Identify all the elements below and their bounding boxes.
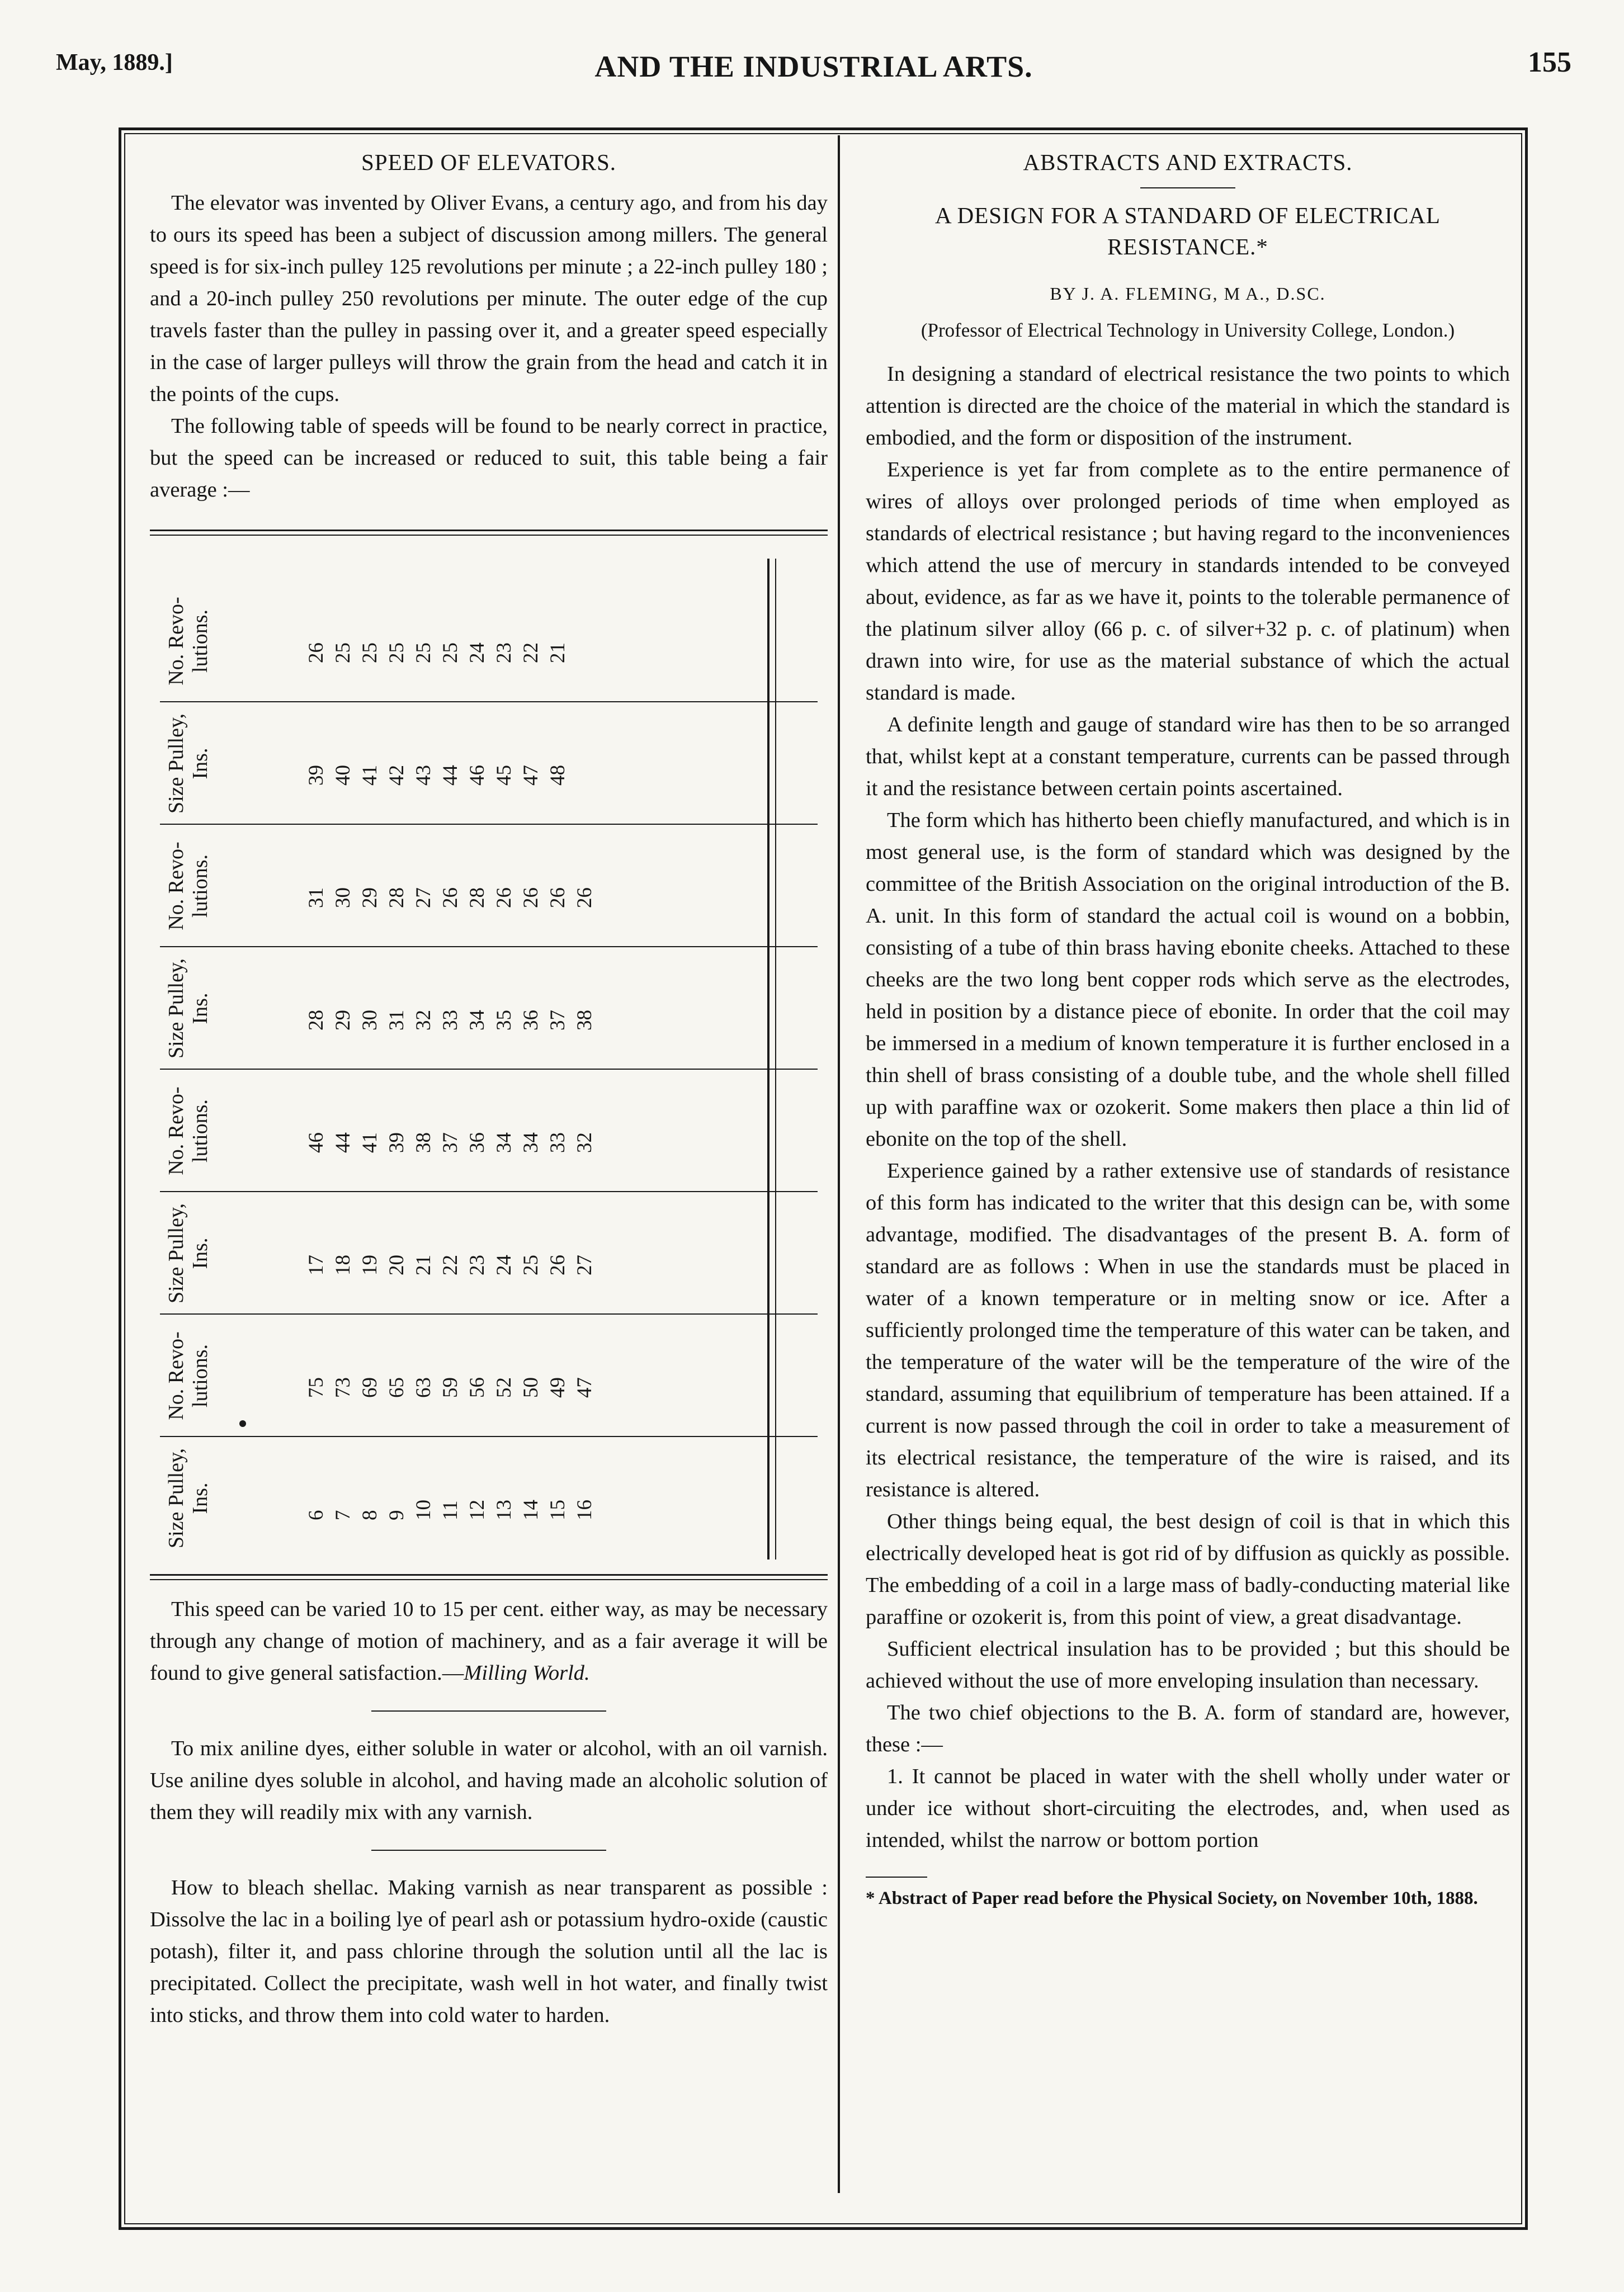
article-paragraph: Sufficient electrical insulation has to be provided ; but this should be achieved without the use of more enveloping insulation than necessary. <box>866 1637 1510 1693</box>
table-cell: 28 <box>385 887 408 908</box>
table-cell: 49 <box>546 1377 569 1398</box>
table-cell: 26 <box>546 887 569 908</box>
table-cell: 37 <box>439 1132 462 1153</box>
table-cell: 22 <box>439 1255 462 1275</box>
table-cell: 63 <box>412 1377 435 1398</box>
article-paragraph: Other things being equal, the best design of coil is that in which this electrically developed heat is got rid of by diffusion as quickly as possible. The embedding of a coil in a large mass of badly-conducting material like paraffine or ozokerit is, from this point of view, a great disadvantage. <box>866 1510 1510 1629</box>
table-cell: 59 <box>439 1377 462 1398</box>
article-paragraph: 1. It cannot be placed in water with the shell wholly under water or under ice without short-circuiting the electrodes, and, when used as intended, whilst the narrow or bottom portion <box>866 1765 1510 1852</box>
page-number: 155 <box>1528 46 1571 78</box>
article-paragraph: The form which has hitherto been chiefly manufactured, and which is in most general use, is the form of standard which was designed by the committee of the British Association on the original introduction of the B. A. unit. In this form of standard the actual coil is wound on a bobbin, consisting of a tube of thin brass having ebonite cheeks. Attached to these cheeks are the two long bent copper rods which serve as the electrodes, held in position by a distance piece of ebonite. In order that the coil may be immersed in a medium of known temperature it is further enclosed in a thin shell of brass consisting of a double tube, and the whole shell filled up with paraffine wax or ozokerit. Some makers then place a thin lid of ebonite on the top of the shell. <box>866 809 1510 1151</box>
elevators-paragraph-3 <box>150 1594 828 1689</box>
table-cell: 40 <box>332 765 355 786</box>
table-column-rev4 <box>160 580 818 702</box>
table-cell: 16 <box>573 1500 596 1520</box>
running-head <box>56 46 1571 94</box>
source-milling-world: Milling World. <box>464 1661 590 1685</box>
aniline-dyes-paragraph: To mix aniline dyes, either soluble in water or alcohol, with an oil varnish. Use aniline dyes soluble in alcohol, and having made an alcoholic solution of them they will readily mix with any varnish. <box>150 1737 828 1824</box>
table-cell: 26 <box>493 887 516 908</box>
left-column <box>150 147 828 2031</box>
table-cell: 6 <box>305 1510 328 1520</box>
table-cell: 25 <box>385 642 408 663</box>
table-cell: 30 <box>332 887 355 908</box>
table-cell: 33 <box>546 1132 569 1153</box>
table-cell: 48 <box>546 765 569 786</box>
table-bottom-rule <box>150 1574 828 1576</box>
table-cell: 36 <box>466 1132 489 1153</box>
elevators-paragraph-3-text: This speed can be varied 10 to 15 per cent. either way, as may be necessary through any change of motion of machinery, and as a fair average it will be found to give general satisfaction.— <box>150 1598 828 1685</box>
table-cell: 17 <box>305 1255 328 1275</box>
elevators-paragraph-1: The elevator was invented by Oliver Evans, a century ago, and from his day to ours its speed has been a subject of discussion among millers. The general speed is for six-inch pulley 125 revolutions per minute ; a 22-inch pulley 180 ; and a 20-inch pulley 250 revolutions per minute. The outer edge of the cup travels faster than the pulley in passing over it, and a greater speed especially in the case of larger pulleys will throw the grain from the head and catch it in the points of the cups. <box>150 191 828 406</box>
table-cell: 14 <box>520 1500 542 1520</box>
table-cell: 25 <box>439 642 462 663</box>
table-cell: 26 <box>305 642 328 663</box>
footnote-rule <box>866 1877 927 1878</box>
table-cell: 46 <box>466 765 489 786</box>
table-cell: 26 <box>546 1255 569 1275</box>
table-cell: 42 <box>385 765 408 786</box>
table-cell: 25 <box>520 1255 542 1275</box>
separator-rule-2 <box>371 1850 606 1851</box>
table-cell: 39 <box>305 765 328 786</box>
bleach-shellac-paragraph: How to bleach shellac. Making varnish as near transparent as possible : Dissolve the lac in a boiling lye of pearl ash or potassium hydro-oxide (caustic potash), filter it, and pass chlorine through the solution until all the lac is precipitated. Collect the precipitate, wash well in hot water, and finally twist into sticks, and throw them into cold water to harden. <box>150 1876 828 2027</box>
table-top-rule <box>150 530 828 531</box>
table-cell: 29 <box>358 887 381 908</box>
table-cell: 46 <box>305 1132 328 1153</box>
table-cell: 44 <box>332 1132 355 1153</box>
table-cell: 26 <box>439 887 462 908</box>
table-cell: 27 <box>412 887 435 908</box>
section-rule <box>1140 187 1235 188</box>
table-cell: 41 <box>358 1132 381 1153</box>
table-cell: 25 <box>332 642 355 663</box>
table-bottom-rule-thin <box>150 1579 828 1580</box>
table-cell: 56 <box>466 1377 489 1398</box>
table-cell: 24 <box>466 642 489 663</box>
table-column-header: Size Pulley, Ins. <box>164 958 212 1059</box>
table-column-header: Size Pulley, Ins. <box>164 1448 212 1549</box>
table-cell: 31 <box>305 887 328 908</box>
article-paragraph: Experience gained by a rather extensive use of standards of resistance of this form has indicated to the writer that this design can be, with some advantage, modified. The disadvantages of the present B. A. form of standard are as follows : When in use the standards must be placed in water of a known temperature or in melting snow or ice. After a sufficiently prolonged time the temperature of this water can be taken, and the temperature of the water will be the temperature of the wire of the standard, assuming that equilibrium of temperature has been attained. If a current is now passed through the coil in order to take a measurement of its electrical resistance, the temperature of the wire is raised, and its resistance is altered. <box>866 1159 1510 1501</box>
table-cell: 23 <box>493 642 516 663</box>
table-cell: 30 <box>358 1010 381 1031</box>
table-cell: 43 <box>412 765 435 786</box>
author-affiliation: (Professor of Electrical Technology in University College, London.) <box>920 319 1455 341</box>
table-cell: 69 <box>358 1377 381 1398</box>
article-paragraph: A definite length and gauge of standard wire has then to be so arranged that, whilst kept at a constant temperature, currents can be passed through it and the resistance between certain points ascertained. <box>866 713 1510 800</box>
table-cell: 24 <box>493 1255 516 1275</box>
table-cell: 27 <box>573 1255 596 1275</box>
table-cell: 37 <box>546 1010 569 1031</box>
table-cell: 23 <box>466 1255 489 1275</box>
table-cell: 28 <box>305 1010 328 1031</box>
table-cell: 32 <box>412 1010 435 1031</box>
speed-table <box>150 549 828 1570</box>
table-cell: 12 <box>466 1500 489 1520</box>
table-cell: 22 <box>520 642 542 663</box>
footnote: * Abstract of Paper read before the Physical Society, on November 10th, 1888. <box>866 1888 1478 1908</box>
table-column-size1 <box>160 1437 818 1559</box>
table-cell: 44 <box>439 765 462 786</box>
table-column-size3 <box>160 947 818 1070</box>
table-cell: 45 <box>493 765 516 786</box>
table-cell: 34 <box>520 1132 542 1153</box>
table-cell: 13 <box>493 1500 516 1520</box>
table-top-rule-thin <box>150 535 828 536</box>
article-paragraph: The two chief objections to the B. A. form of standard are, however, these :— <box>866 1701 1510 1756</box>
table-column-rev1 <box>160 1315 818 1437</box>
running-head-date: May, 1889.] <box>56 50 173 75</box>
table-cell: 21 <box>546 642 569 663</box>
table-cell: 52 <box>493 1377 516 1398</box>
table-cell: 26 <box>573 887 596 908</box>
table-cell: 21 <box>412 1255 435 1275</box>
article-title-speed-of-elevators: SPEED OF ELEVATORS. <box>361 149 617 175</box>
table-cell: 50 <box>520 1377 542 1398</box>
table-cell: 20 <box>385 1255 408 1275</box>
table-column-header: No. Revo-lutions. <box>164 842 212 930</box>
author-byline: BY J. A. FLEMING, M A., D.SC. <box>1050 283 1326 304</box>
table-cell: 26 <box>520 887 542 908</box>
table-column-size4 <box>160 702 818 825</box>
table-cell: 33 <box>439 1010 462 1031</box>
speed-table-rotated <box>160 559 818 1559</box>
table-cell: 39 <box>385 1132 408 1153</box>
running-head-journal-title: AND THE INDUSTRIAL ARTS. <box>594 50 1033 83</box>
table-cell: 11 <box>439 1500 462 1520</box>
table-cell: 47 <box>520 765 542 786</box>
table-cell: 18 <box>332 1255 355 1275</box>
table-cell: 47 <box>573 1377 596 1398</box>
column-divider <box>838 135 840 2193</box>
table-cell: 29 <box>332 1010 355 1031</box>
table-cell: 41 <box>358 765 381 786</box>
table-cell: 19 <box>358 1255 381 1275</box>
elevators-paragraph-2: The following table of speeds will be found to be nearly correct in practice, but the speed can be increased or reduced to suit, this table being a fair average :— <box>150 414 828 502</box>
table-cell: 15 <box>546 1500 569 1520</box>
table-cell: 10 <box>412 1500 435 1520</box>
table-cell: 35 <box>493 1010 516 1031</box>
separator-rule-1 <box>371 1710 606 1712</box>
table-cell: 34 <box>466 1010 489 1031</box>
table-cell: 36 <box>520 1010 542 1031</box>
table-column-rev3 <box>160 825 818 947</box>
table-cell: 25 <box>412 642 435 663</box>
table-column-size2 <box>160 1192 818 1315</box>
table-cell: 75 <box>305 1377 328 1398</box>
table-cell: 31 <box>385 1010 408 1031</box>
table-cell: 28 <box>466 887 489 908</box>
table-column-header: Size Pulley, Ins. <box>164 713 212 814</box>
table-cell: 9 <box>385 1510 408 1520</box>
table-cell: 32 <box>573 1132 596 1153</box>
table-column-header: No. Revo-lutions. <box>164 597 212 686</box>
table-cell: 34 <box>493 1132 516 1153</box>
section-heading-abstracts: ABSTRACTS AND EXTRACTS. <box>1023 149 1353 175</box>
table-cell: 8 <box>358 1510 381 1520</box>
table-cell: 25 <box>358 642 381 663</box>
table-cell: 38 <box>412 1132 435 1153</box>
table-cell: 73 <box>332 1377 355 1398</box>
table-cell: 38 <box>573 1010 596 1031</box>
table-column-header: No. Revo-lutions. <box>164 1331 212 1420</box>
table-column-rev2 <box>160 1070 818 1192</box>
table-cell: 7 <box>332 1510 355 1520</box>
article-body <box>866 358 1510 1856</box>
right-column <box>866 147 1510 1911</box>
article-paragraph: Experience is yet far from complete as to the entire permanence of wires of alloys over prolonged periods of time when employed as standards of electrical resistance ; but having regard to the inconveniences which attend the use of mercury in standards intended to be conveyed about, evidence, as far as we have it, points to the tolerable permanence of the platinum silver alloy (66 p. c. of silver+32 p. c. of platinum) when drawn into wire, for use as the material substance of which the actual standard is made. <box>866 458 1510 705</box>
article-paragraph: In designing a standard of electrical resistance the two points to which attention is directed are the choice of the material in which the standard is embodied, and the form or disposition of the instrument. <box>866 362 1510 450</box>
table-column-header: No. Revo-lutions. <box>164 1086 212 1175</box>
article-title-standard-resistance: A DESIGN FOR A STANDARD OF ELECTRICAL RESISTANCE.* <box>935 202 1441 259</box>
table-column-header: Size Pulley, Ins. <box>164 1203 212 1304</box>
table-cell: 65 <box>385 1377 408 1398</box>
